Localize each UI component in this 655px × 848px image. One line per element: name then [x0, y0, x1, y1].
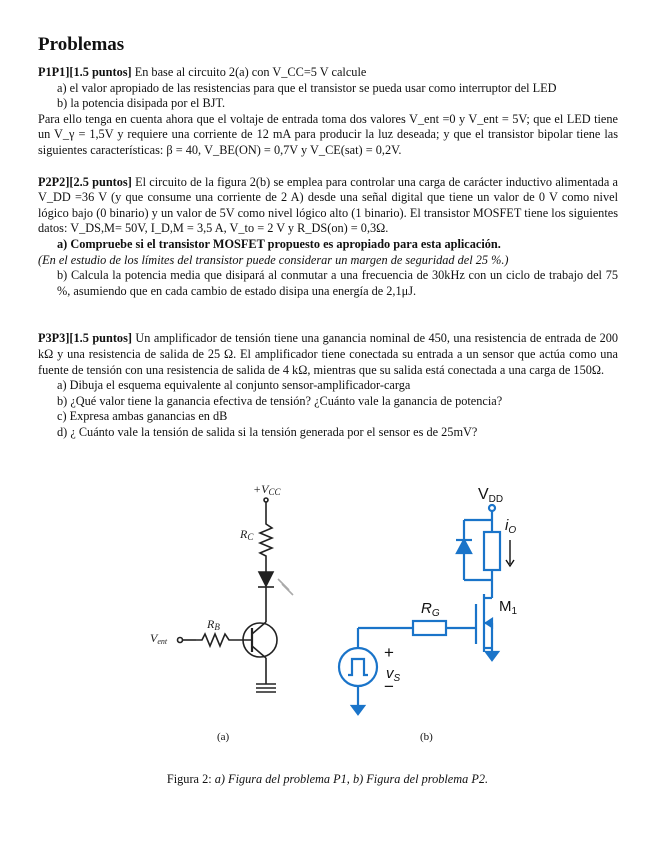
freewheel-diode — [457, 540, 471, 553]
bjt-transistor — [243, 623, 277, 657]
io-label: $i_O$ — [505, 517, 517, 536]
p1-item-a: a) el valor apropiado de las resistencias para que el transistor se pueda usar como interruptor del LED — [57, 80, 557, 95]
rb-resistor — [196, 634, 232, 646]
rc-resistor — [260, 520, 272, 572]
p2-item-a: a) Compruebe si el transistor MOSFET propuesto es apropiado para esta aplicación. — [57, 236, 501, 251]
vs-label: $v_S$ — [386, 665, 401, 684]
page-title: Problemas — [38, 34, 125, 55]
p3-item-d: d) ¿ Cuánto vale la tensión de salida si la tensión generada por el sensor es de 25mV? — [57, 424, 478, 439]
rg-resistor — [413, 621, 446, 635]
p3-head: P3][1.5 puntos] — [51, 331, 132, 346]
p3-item-a: a) Dibuja el esquema equivalente al conjunto sensor-amplificador-carga — [57, 378, 411, 393]
document-page — [38, 34, 618, 440]
p3-body-para: P3P3][1.5 puntos] Un amplificador de tensión tiene una ganancia nominal de 450, una resistencia de entrada de 200 kΩ y una resistencia de salida de 25 Ω. El amplificador tiene conectada su entrada a un sensor que actúa como una fuente de tensión con una resistencia de salida de 4 kΩ, mientras que su salida está conectada a una carga de 150Ω. — [38, 331, 619, 377]
p2-head: P2][2.5 puntos] — [51, 174, 132, 189]
rg-label: $R_G$ — [421, 600, 440, 619]
p2-note: (En el estudio de los límites del transistor puede considerar un margen de seguridad del 25 %.) — [38, 252, 509, 267]
m1-label: $M_1$ — [499, 598, 518, 617]
p2-item-b: b) Calcula la potencia media que disipará al conmutar a una frecuencia de 30kHz con un ciclo de trabajo del 75 %, asumiendo que en cada cambio de estado disipa una energía de 2,1μJ. — [57, 268, 618, 298]
vdd-label: VDD — [478, 486, 504, 505]
p1-intro-text: En base al circuito 2(a) con V_CC=5 V calcule — [134, 65, 367, 79]
rc-label: RC — [240, 527, 254, 542]
p3-body: Un amplificador de tensión tiene una ganancia nominal de 450, una resistencia de entrada de 200 kΩ y una resistencia de salida de 25 Ω. El amplificador tiene conectada su entrada a un sensor que actúa como una fuente de tensión con una resistencia de salida de 4 kΩ, mientras que su salida está conectada a una carga de 150Ω. — [38, 331, 619, 377]
vs-minus: − — [384, 677, 394, 696]
p1-item-b: b) la potencia disipada por el BJT. — [57, 96, 226, 111]
vs-plus: + — [384, 643, 394, 662]
p1-intro: P1P1][1.5 puntos] En base al circuito 2(a) con V_CC=5 V calcule — [38, 65, 367, 79]
led-diode — [259, 572, 273, 586]
p3-item-b: b) ¿Qué valor tiene la ganancia efectiva de tensión? ¿Cuánto vale la ganancia de potencia? — [57, 393, 503, 408]
fig-b-label: (b) — [420, 731, 433, 743]
load-resistor — [484, 532, 500, 570]
p2-body-para: P2P2][2.5 puntos] El circuito de la figura 2(b) se emplea para controlar una carga de carácter inductivo alimentada a V_DD =36 V (y que consume una corriente de 2 A) desde una señal digital que tiene un valor de 0 V como nivel lógico bajo (0 binario) y un valor de 5V como nivel lógico alto (1 binario). El transistor MOSFET tiene los siguientes datos: V_DS,M= 50V, I_D,M = 3,5 A, V_to = 2 V y R_DS(on) = 0,3Ω. — [38, 174, 619, 236]
p2-body: El circuito de la figura 2(b) se emplea para controlar una carga de carácter inductivo alimentada a V_DD =36 V (y que consume una corriente de 2 A) desde una señal digital que tiene un valor de 0 V como nivel lógico bajo (0 binario) y un valor de 5V como nivel lógico alto (1 binario). El transistor MOSFET tiene los siguientes datos: V_DS,M= 50V, I_D,M = 3,5 A, V_to = 2 V y R_DS(on) = 0,3Ω. — [38, 174, 619, 236]
figure-caption — [0, 772, 655, 787]
vcc-label: +VCC — [253, 482, 281, 497]
rb-label: RB — [207, 617, 220, 632]
p1-head: P1][1.5 puntos] — [51, 65, 132, 79]
caption-prefix: Figura 2: — [166, 772, 212, 786]
p1-body: Para ello tenga en cuenta ahora que el voltaje de entrada toma dos valores V_ent =0 y V_ent = 5V; que el LED tiene un V_γ = 1,5V y requiere una corriente de 12 mA para producir la luz deseada; y que el transistor bipolar tiene las siguientes características: β = 40, V_BE(ON) = 0,7V y V_CE(sat) = 0,2V. — [38, 111, 618, 157]
vent-label: Vent — [150, 631, 168, 646]
caption-text: a) Figura del problema P1, b) Figura del problema P2. — [214, 772, 489, 786]
fig-a-label: (a) — [217, 731, 230, 743]
pulse-source — [339, 648, 377, 686]
p3-item-c: c) Expresa ambas ganancias en dB — [57, 409, 228, 424]
